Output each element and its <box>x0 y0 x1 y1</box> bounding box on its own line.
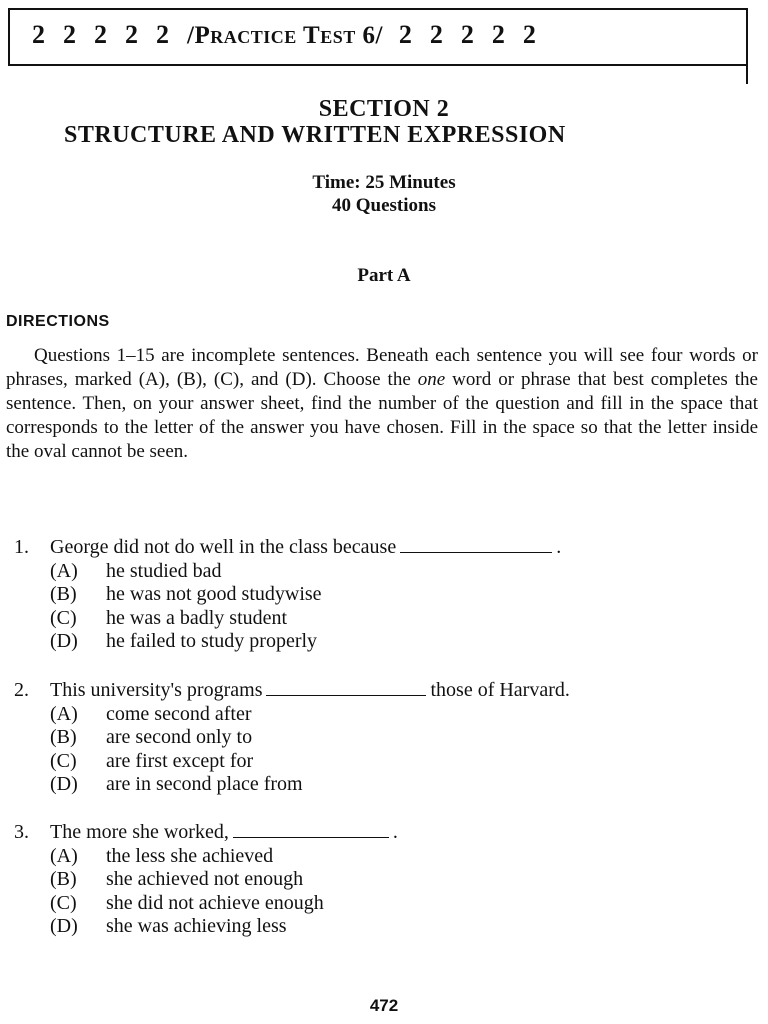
header-section-number: 2 <box>94 20 109 49</box>
question-text: . <box>556 536 562 558</box>
answer-option <box>14 892 398 916</box>
answer-option <box>14 607 561 631</box>
option-text: she achieved not enough <box>106 868 304 890</box>
answer-option <box>14 868 398 892</box>
answer-option <box>14 560 561 584</box>
directions-text: word or phrase that best completes the sentence. Then, on your answer sheet, find the number of the question and fill in the space that corresponds to the letter of the answer you have chosen. Fill in the space so that the letter inside the oval cannot be seen. <box>6 369 758 462</box>
option-text: the less she achieved <box>106 844 274 867</box>
option-letter: (A) <box>50 559 78 582</box>
answer-option <box>14 845 398 869</box>
header-section-number: 2 <box>491 20 507 49</box>
question-number: 2. <box>14 679 29 701</box>
page-header-banner <box>8 8 748 66</box>
answer-option <box>14 726 570 750</box>
question-item <box>14 679 570 797</box>
page-header-row <box>32 20 538 50</box>
option-letter: (C) <box>50 749 77 772</box>
question-item <box>14 536 561 654</box>
option-letter: (A) <box>50 844 78 867</box>
directions-emphasis: one <box>417 369 446 390</box>
option-letter: (B) <box>50 726 77 748</box>
header-section-number: 2 <box>156 20 171 49</box>
option-text: come second after <box>106 702 252 725</box>
page-number: 472 <box>369 996 399 1015</box>
question-text: George did not do well in the class because <box>50 536 397 558</box>
answer-option <box>14 773 570 797</box>
answer-option <box>14 915 398 939</box>
question-text: . <box>392 821 398 843</box>
question-count: 40 Questions <box>332 195 436 216</box>
section-title: SECTION 2 <box>318 96 450 122</box>
question-number: 1. <box>14 536 29 558</box>
question-text: The more she worked, <box>50 821 229 843</box>
question-number: 3. <box>14 821 29 843</box>
header-section-number: 2 <box>32 20 47 49</box>
option-text: he was a badly student <box>106 606 288 629</box>
section-subtitle: STRUCTURE AND WRITTEN EXPRESSION <box>64 122 566 148</box>
answer-blank <box>266 681 426 696</box>
option-letter: (D) <box>50 630 78 652</box>
question-stem <box>14 821 398 845</box>
header-section-number: 2 <box>398 20 414 49</box>
question-stem <box>14 679 570 703</box>
option-text: she was achieving less <box>106 915 287 937</box>
option-text: are first except for <box>106 749 254 772</box>
answer-blank <box>233 823 389 838</box>
header-section-number: 2 <box>522 20 538 49</box>
option-letter: (A) <box>50 702 78 725</box>
question-item <box>14 821 398 939</box>
header-section-number: 2 <box>460 20 476 49</box>
part-heading: Part A <box>357 265 411 286</box>
header-section-number: 2 <box>125 20 140 49</box>
option-letter: (C) <box>50 891 77 914</box>
option-letter: (D) <box>50 915 78 937</box>
question-stem <box>14 536 561 560</box>
option-text: she did not achieve enough <box>106 891 324 914</box>
header-section-number: 2 <box>429 20 445 49</box>
directions-text: Questions 1–15 are incomplete sentences. Beneath each sentence you will see four words or phrases, marked (A), (B), (C), and (D). Choose the <box>6 345 758 390</box>
header-section-number: 2 <box>63 20 78 49</box>
answer-option <box>14 750 570 774</box>
answer-option <box>14 630 561 654</box>
answer-blank <box>400 538 552 553</box>
directions-heading: DIRECTIONS <box>6 313 110 330</box>
time-limit: Time: 25 Minutes <box>312 172 456 193</box>
directions-paragraph <box>6 344 758 464</box>
option-letter: (B) <box>50 583 77 605</box>
option-text: are in second place from <box>106 773 303 795</box>
question-text: This university's programs <box>50 679 263 701</box>
answer-option <box>14 583 561 607</box>
option-text: he was not good studywise <box>106 583 322 605</box>
option-text: he failed to study properly <box>106 630 318 652</box>
option-text: he studied bad <box>106 559 222 582</box>
question-text: those of Harvard. <box>430 679 570 701</box>
option-text: are second only to <box>106 726 253 748</box>
option-letter: (B) <box>50 868 77 890</box>
answer-option <box>14 703 570 727</box>
option-letter: (D) <box>50 773 78 795</box>
header-test-title: /Practice Test 6/ <box>187 22 383 49</box>
option-letter: (C) <box>50 606 77 629</box>
